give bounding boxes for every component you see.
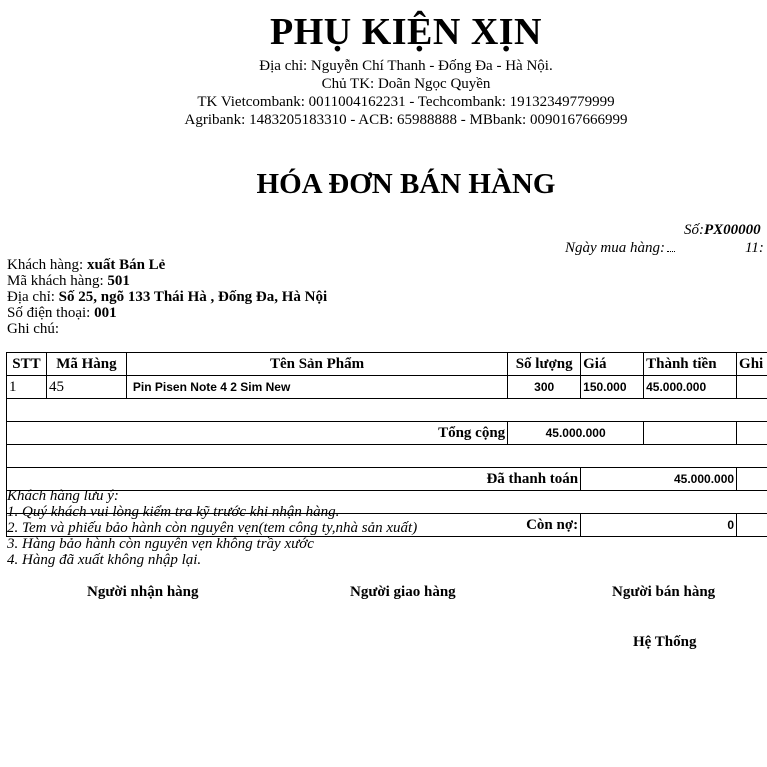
- purchase-date: [565, 240, 764, 257]
- row-product-name: Pin Pisen Note 4 2 Sim New: [126, 376, 507, 399]
- header-price: Giá: [581, 353, 644, 376]
- table-spacer-row: [7, 445, 767, 468]
- note-item: 3. Hàng bảo hành còn nguyên vẹn không trầy xước: [7, 536, 314, 552]
- shop-address: Địa chỉ: Nguyễn Chí Thanh - Đống Đa - Hà Nội.: [259, 58, 553, 74]
- table-spacer-row: [7, 399, 767, 422]
- table-row: [7, 376, 767, 399]
- row-note: [737, 376, 767, 399]
- notes-heading: Khách hàng lưu ý:: [7, 488, 119, 504]
- header-stt: STT: [7, 353, 47, 376]
- row-stt: 1: [7, 376, 47, 399]
- customer-note-label: Ghi chú:: [7, 321, 60, 337]
- customer-code-value: 501: [107, 273, 130, 289]
- customer-phone: [7, 305, 117, 321]
- customer-code: [7, 273, 130, 289]
- customer-address: [7, 289, 327, 305]
- shop-name: PHỤ KIỆN XỊN: [269, 11, 543, 53]
- signature-deliverer: Người giao hàng: [350, 584, 456, 600]
- customer-note: [7, 321, 59, 337]
- paid-label: Đã thanh toán: [7, 468, 581, 491]
- paid-value: 45.000.000: [581, 468, 737, 491]
- signature-seller: Người bán hàng: [612, 584, 716, 600]
- table-header-row: [7, 353, 767, 376]
- row-amount: 45.000.000: [644, 376, 737, 399]
- bank-accounts-line-2: Agribank: 1483205183310 - ACB: 65988888 - MBbank: 0090167666999: [184, 112, 628, 128]
- customer-phone-value: 001: [94, 305, 117, 321]
- customer-phone-label: Số điện thoại:: [7, 305, 91, 321]
- note-item: 2. Tem và phiếu bảo hành còn nguyên vẹn(tem công ty,nhà sản xuất): [7, 520, 418, 536]
- total-value: 45.000.000: [508, 422, 644, 445]
- purchase-time: 11:: [745, 240, 764, 256]
- header-code: Mã Hàng: [46, 353, 126, 376]
- invoice-number: [684, 222, 761, 239]
- row-quantity: 300: [508, 376, 581, 399]
- customer-notes: [7, 488, 417, 568]
- customer-name-value: xuất Bán Lẻ: [86, 257, 166, 273]
- header-quantity: Số lượng: [508, 353, 581, 376]
- customer-name-label: Khách hàng:: [7, 257, 84, 273]
- customer-name: [7, 257, 165, 273]
- account-owner: Chủ TK: Doãn Ngọc Quyền: [321, 76, 491, 92]
- total-label: Tổng cộng: [7, 422, 508, 445]
- customer-address-value: Số 25, ngõ 133 Thái Hà , Đống Đa, Hà Nội: [58, 289, 328, 305]
- header-product-name: Tên Sản Phẩm: [126, 353, 507, 376]
- header-note: Ghi: [737, 353, 767, 376]
- seller-name: Hệ Thống: [633, 634, 697, 650]
- invoice-title: HÓA ĐƠN BÁN HÀNG: [256, 168, 556, 200]
- invoice-number-label: Số:: [684, 222, 704, 238]
- row-code: 45: [46, 376, 126, 399]
- note-item: 1. Quý khách vui lòng kiểm tra kỹ trước khi nhận hàng.: [7, 504, 340, 520]
- customer-code-label: Mã khách hàng:: [7, 273, 104, 289]
- row-price: 150.000: [581, 376, 644, 399]
- total-row: [7, 422, 767, 445]
- debt-label: Còn nợ:: [7, 514, 581, 537]
- customer-address-label: Địa chỉ:: [7, 289, 55, 305]
- invoice-number-value: PX00000: [704, 222, 761, 238]
- date-placeholder: [667, 251, 675, 252]
- header-amount: Thành tiền: [644, 353, 737, 376]
- signature-receiver: Người nhận hàng: [87, 584, 199, 600]
- bank-accounts-line-1: TK Vietcombank: 0011004162231 - Techcombank: 19132349779999: [197, 94, 615, 110]
- note-item: 4. Hàng đã xuất không nhập lại.: [7, 552, 202, 568]
- debt-value: 0: [581, 514, 737, 537]
- purchase-date-label: Ngày mua hàng:: [565, 240, 665, 256]
